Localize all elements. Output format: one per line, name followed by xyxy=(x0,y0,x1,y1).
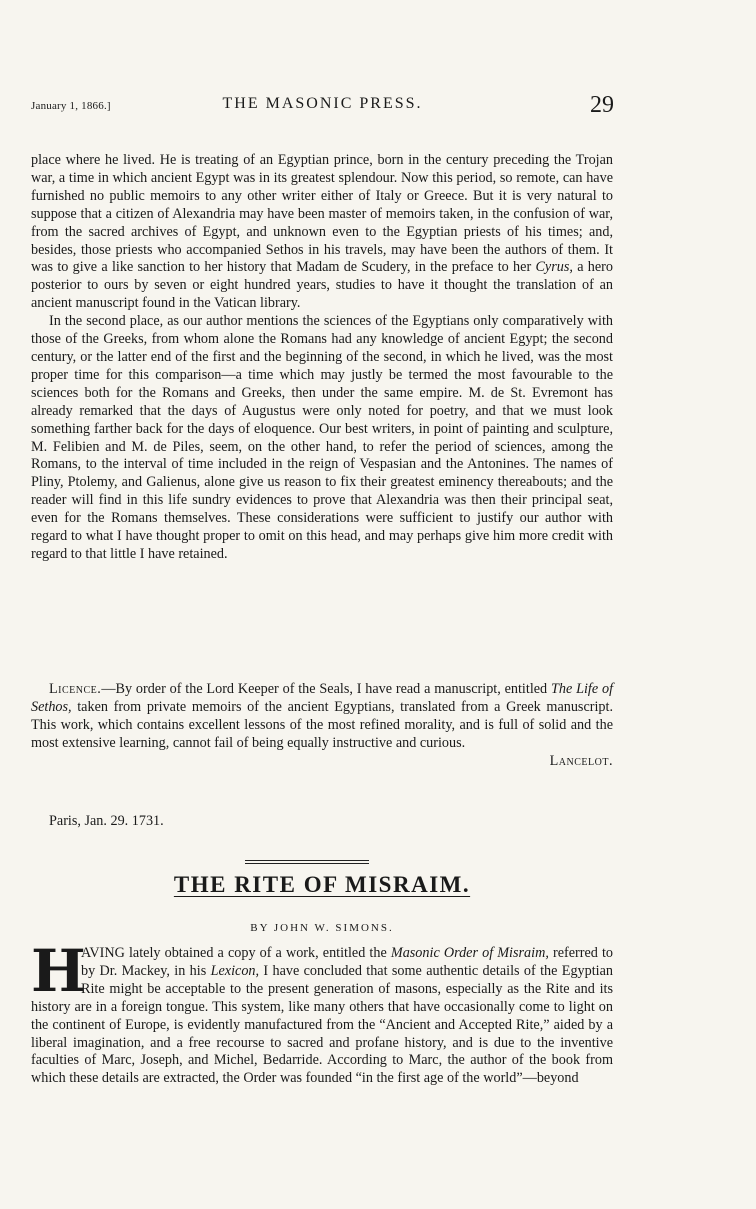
licence-lead: Licence. xyxy=(49,681,102,697)
licence-section xyxy=(31,681,613,771)
preface-paragraph-1: place where he lived. He is treating of an Egyptian prince, born in the century preceding the Trojan war, a time in which ancient Egypt was in its greatest splendour. Now this period, so remote, can have furnished no public memoirs to any other writer either of Italy or Greece. But it is very natural to suppose that a citizen of Alexandria may have been master of memoirs taken, in the confusion of war, from the sacred archives of Egypt, and unknown even to the Egyptian priests of his times; and, besides, those priests who accompanied Sethos in his travels, may have been the authors of them. It was to give a like sanction to her history that Madam de Scudery, in the preface to her Cyrus, a hero posterior to ours by seven or eight hundred years, studies to have it thought the translation of an ancient manuscript found in the Vatican library. xyxy=(31,152,614,312)
article-paragraph-1: H AVING lately obtained a copy of a work, entitled the Masonic Order of Misraim, referred to by Dr. Mackey, in his Lexicon, I have concluded that some authentic details of the Egyptian Rite might be acceptable to the present generation of masons, especially as the Rite and its history are in a foreign tongue. This system, like many others that have occasionally come to light on the continent of Europe, is evidently manufactured from the “Ancient and Accepted Rite,” aided by a liberal imagination, and a free recourse to sacred and profane history, and is due to the inventive faculties of Marc, Joseph, and Michel, Bedarride. According to Marc, the author of the book from which these details are extracted, the Order was founded “in the first age of the world”—beyond xyxy=(31,937,614,1087)
page-number: 29 xyxy=(590,92,614,118)
header-date: January 1, 1866.] xyxy=(31,100,111,112)
licence-paragraph: Licence.—By order of the Lord Keeper of the Seals, I have read a manuscript, entitled The Life of Sethos, taken from private memoirs of the ancient Egyptians, translated from a Greek manuscript. This work, which contains excellent lessons of the most refined morality, and is full of solid and the most extensive learning, cannot fail of being equally instructive and curious. xyxy=(31,681,614,751)
article-byline: BY JOHN W. SIMONS. xyxy=(250,922,394,934)
italic-cyrus: Cyrus, xyxy=(535,259,573,276)
licence-place-date: Paris, Jan. 29. 1731. xyxy=(49,813,164,829)
italic-life-of-sethos: The Life of Sethos, xyxy=(31,681,614,715)
header-title: THE MASONIC PRESS. xyxy=(222,95,423,112)
drop-cap: H xyxy=(31,937,86,1005)
italic-masonic-order: Masonic Order of Misraim, xyxy=(390,945,549,961)
section-divider xyxy=(245,860,369,861)
section-divider-2 xyxy=(245,863,369,864)
article-title: THE RITE OF MISRAIM. xyxy=(173,872,471,897)
preface-paragraph-2: In the second place, as our author mentions the sciences of the Egyptians only comparatively with those of the Greeks, from whom alone the Romans had any knowledge of ancient Egypt; the second century, or the latter end of the first and the beginning of the second, in which he lived, was the most proper time for this comparison—a time which may justly be termed the most favourable to the sciences both for the Romans and Greeks, then under the same empire. M. de St. Evremont has already remarked that the days of Augustus were only noted for poetry, and that we must look something farther back for the days of eloquence. Our best writers, in point of painting and sculpture, M. Felibien and M. de Piles, seem, on the other hand, to refer the period of sciences, among the Romans, to the interval of time included in the reign of Vespasian and the Antonines. The names of Pliny, Ptolemy, and Galienus, alone give us reason to fix their greatest eminency thereabouts; and the reader will find in this life sundry evidences to prove that Alexandria was then their principal seat, even for the Romans themselves. These considerations were sufficient to justify our author with regard to what I have thought proper to omit on this head, and may perhaps give him more credit with regard to that little I have retained. xyxy=(31,313,613,562)
licence-signature: Lancelot. xyxy=(549,752,613,769)
italic-lexicon: Lexicon, xyxy=(210,962,260,979)
preface-section xyxy=(31,152,613,564)
running-header xyxy=(31,92,614,118)
article-body xyxy=(31,937,614,1088)
